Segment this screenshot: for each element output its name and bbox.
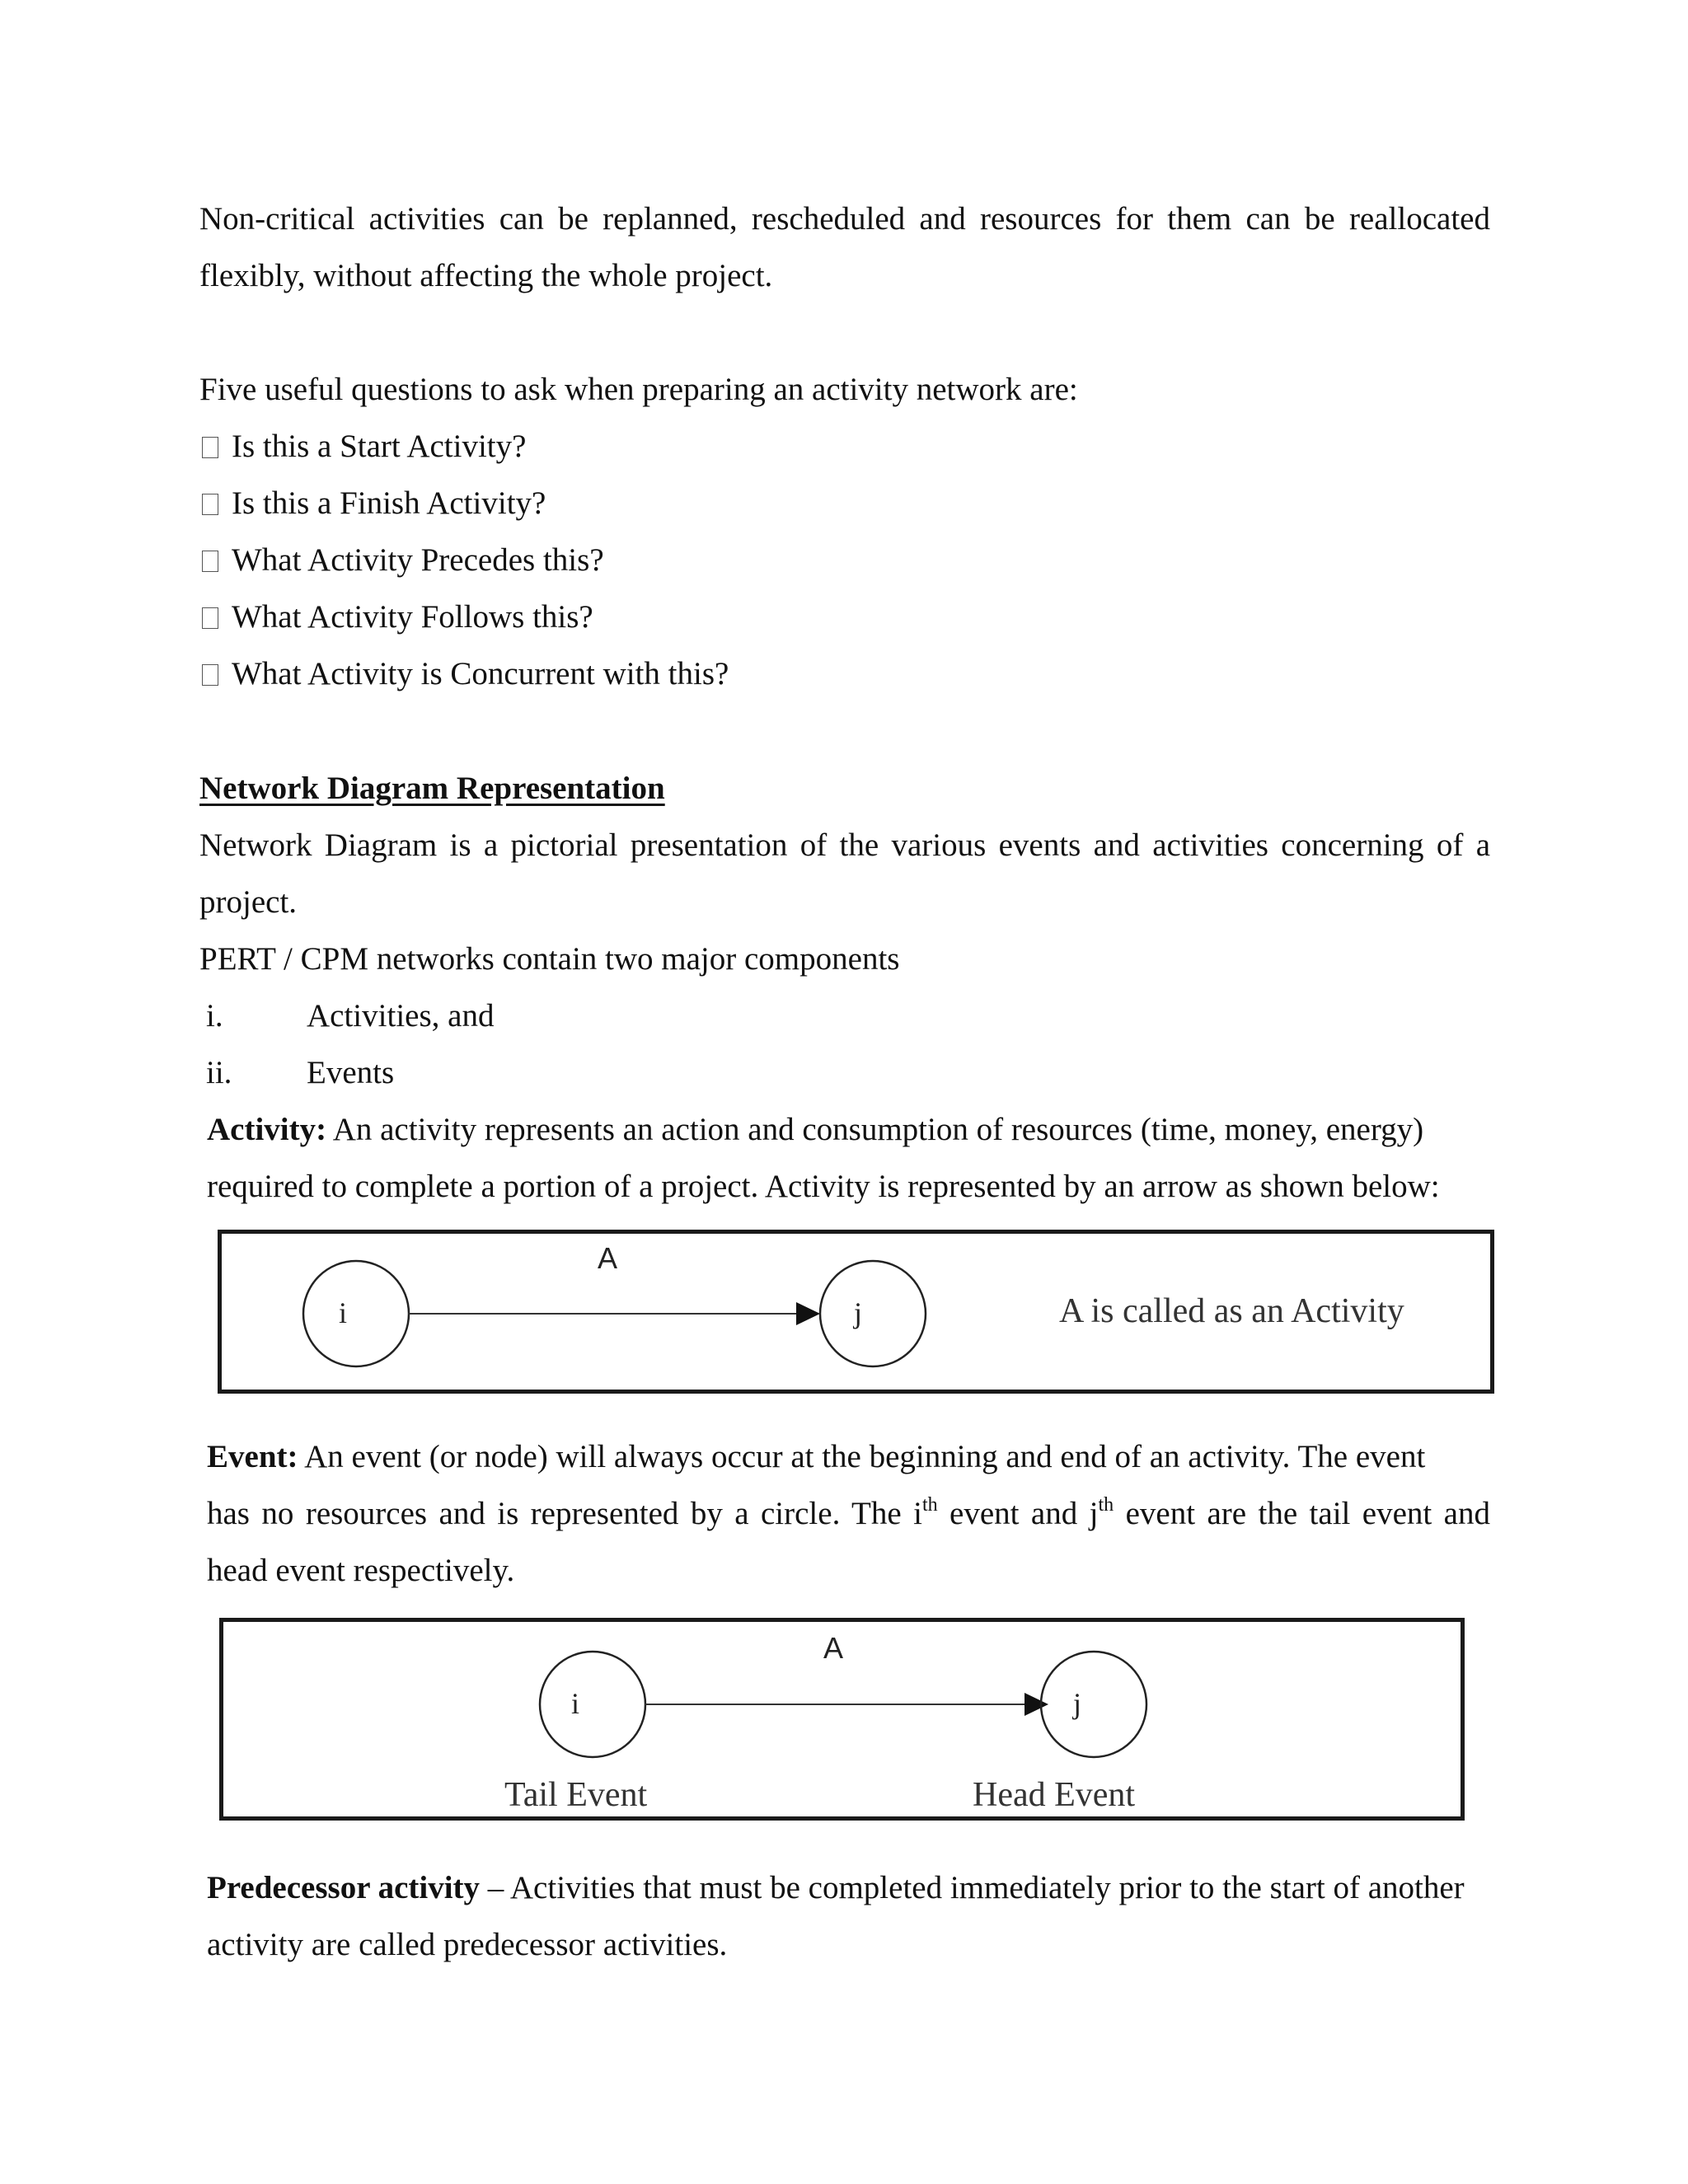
checkbox-bullet-icon [202,494,218,515]
list-item: Is this a Finish Activity? [202,475,546,532]
tail-event-label: Tail Event [504,1776,648,1814]
paragraph-line: Event: An event (or node) will always occur at the beginning and end of an activity. The event [207,1439,1426,1474]
section-heading: Network Diagram Representation [199,771,665,806]
event-diagram [219,1618,1465,1821]
term-activity: Activity: [207,1112,327,1147]
term-predecessor: Predecessor activity [207,1870,481,1905]
activity-arrowhead-icon [1025,1693,1048,1716]
checkbox-bullet-icon [202,664,218,686]
paragraph-line: activity are called predecessor activities. [207,1927,728,1962]
numbered-item-text: Activities, and [307,998,495,1033]
numbered-item-text: Events [307,1055,395,1090]
paragraph-line: flexibly, without affecting the whole project. [199,258,773,293]
head-event-label: Head Event [973,1776,1136,1814]
activity-arrowhead-icon [796,1302,820,1325]
activity-caption: A is called as an Activity [1059,1292,1404,1330]
paragraph-line: project. [199,884,298,920]
questions-intro: Five useful questions to ask when preparing an activity network are: [199,372,1078,407]
tail-node-label: i [571,1687,580,1720]
term-event: Event: [207,1439,298,1474]
head-node-label: j [1073,1687,1082,1720]
list-item: What Activity Precedes this? [202,532,604,588]
head-node-circle [1041,1652,1146,1757]
numbered-item-number: ii. [206,1055,232,1090]
paragraph-line: head event respectively. [207,1553,515,1588]
arrow-label: A [598,1241,618,1275]
tail-node-circle [303,1261,409,1366]
paragraph-line: Activity: An activity represents an action and consumption of resources (time, money, energy) [207,1112,1424,1147]
paragraph-line: PERT / CPM networks contain two major components [199,941,900,977]
list-item: Is this a Start Activity? [202,418,526,475]
activity-diagram [218,1230,1494,1394]
paragraph-line: Predecessor activity – Activities that must be completed immediately prior to the start of another [207,1870,1465,1905]
paragraph-line: Non-critical activities can be replanned, rescheduled and resources for them can be reallocated [199,201,1490,237]
paragraph-line: has no resources and is represented by a circle. The $i^{th}$ event and $j^{th}$ event are the tail event and [207,1494,1490,1531]
checkbox-bullet-icon [202,607,218,629]
tail-node-label: i [339,1296,348,1329]
head-node-label: j [854,1296,863,1329]
tail-node-circle [540,1652,645,1757]
numbered-item-number: i. [206,998,223,1033]
arrow-label: A [823,1631,844,1665]
checkbox-bullet-icon [202,437,218,458]
list-item: What Activity Follows this? [202,588,593,645]
paragraph-line: required to complete a portion of a project. Activity is represented by an arrow as shown below: [207,1169,1440,1204]
list-item: What Activity is Concurrent with this? [202,645,729,702]
checkbox-bullet-icon [202,551,218,572]
head-node-circle [820,1261,926,1366]
paragraph-line: Network Diagram is a pictorial presentation of the various events and activities concerning of a [199,827,1490,863]
